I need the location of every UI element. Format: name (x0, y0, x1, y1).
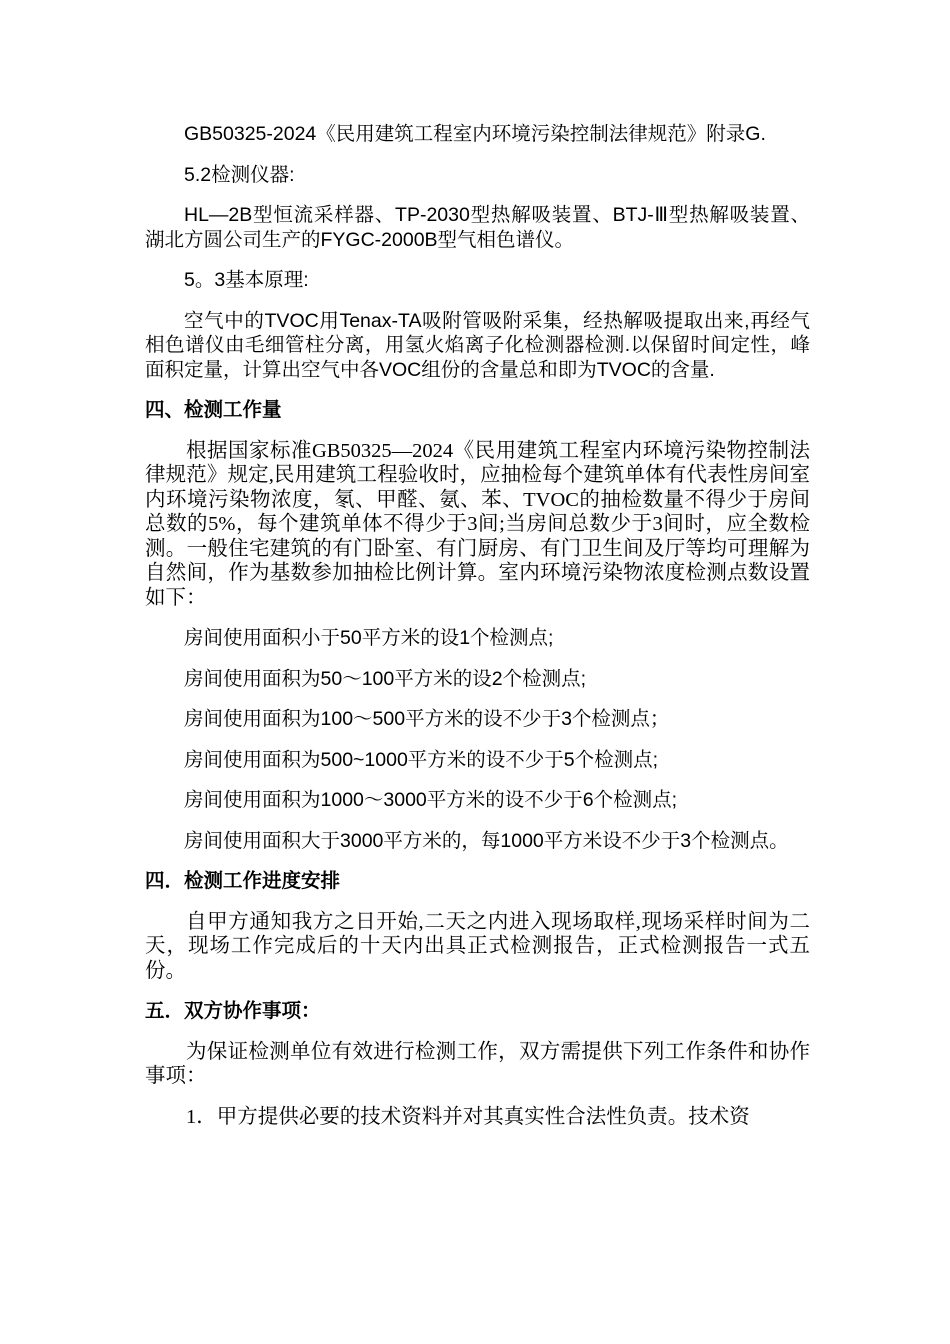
paragraph-instruments-heading: 5.2检测仪器: (184, 163, 295, 186)
paragraph-standard-reference: GB50325-2024《民用建筑工程室内环境污染控制法律规范》附录G. (184, 123, 766, 145)
paragraph-principle-body: 空气中的TVOC用Tenax-TA吸附管吸附采集，经热解吸提取出来,再经气相色谱仪由毛细管柱分离，用氢火焰离子化检测器检测.以保留时间定性，峰面积定量，计算出空气中各VOC组份的含量总和即为TVOC的含量. (145, 309, 810, 381)
paragraph-instruments-list: HL—2B型恒流采样器、TP-2030型热解吸装置、BTJ-Ⅲ型热解吸装置、湖北方圆公司生产的FYGC-2000B型气相色谱仪。 (145, 204, 810, 251)
paragraph-schedule-body: 自甲方通知我方之日开始,二天之内进入现场取样,现场采样时间为二天，现场工作完成后的十天内出具正式检测报告，正式检测报告一式五份。 (145, 910, 810, 982)
paragraph-points-500-1000: 房间使用面积为500~1000平方米的设不少于5个检测点; (184, 748, 659, 771)
paragraph-points-100-500: 房间使用面积为100～500平方米的设不少于3个检测点； (184, 708, 670, 730)
section-heading-workload: 四、检测工作量 (145, 398, 282, 421)
paragraph-workload-body: 根据国家标准GB50325—2024《民用建筑工程室内环境污染物控制法律规范》规定,民用建筑工程验收时，应抽检每个建筑单体有代表性房间室内环境污染物浓度，氡、甲醛、氨、苯、TVOC的抽检数量不得少于房间总数的5%，每个建筑单体不得少于3间;当房间总数少于3间时，应全数检测。一般住宅建筑的有门卧室、有门厨房、有门卫生间及厅等均可理解为自然间，作为基数参加抽检比例计算。室内环境污染物浓度检测点数设置如下： (145, 439, 810, 609)
paragraph-cooperation-item-1: 1．甲方提供必要的技术资料并对其真实性合法性负责。技术资 (186, 1105, 750, 1128)
section-heading-schedule: 四．检测工作进度安排 (145, 869, 341, 892)
paragraph-points-1000-3000: 房间使用面积为1000～3000平方米的设不少于6个检测点; (184, 789, 678, 811)
paragraph-points-under-50: 房间使用面积小于50平方米的设1个检测点; (184, 627, 554, 649)
section-heading-cooperation: 五．双方协作事项： (145, 999, 321, 1022)
paragraph-points-over-3000: 房间使用面积大于3000平方米的，每1000平方米设不少于3个检测点。 (184, 829, 789, 852)
paragraph-points-50-100: 房间使用面积为50～100平方米的设2个检测点; (184, 667, 586, 690)
document-body (145, 122, 810, 1145)
paragraph-principle-heading: 5。3基本原理: (184, 269, 309, 291)
paragraph-cooperation-intro: 为保证检测单位有效进行检测工作，双方需提供下列工作条件和协作事项： (145, 1040, 810, 1087)
